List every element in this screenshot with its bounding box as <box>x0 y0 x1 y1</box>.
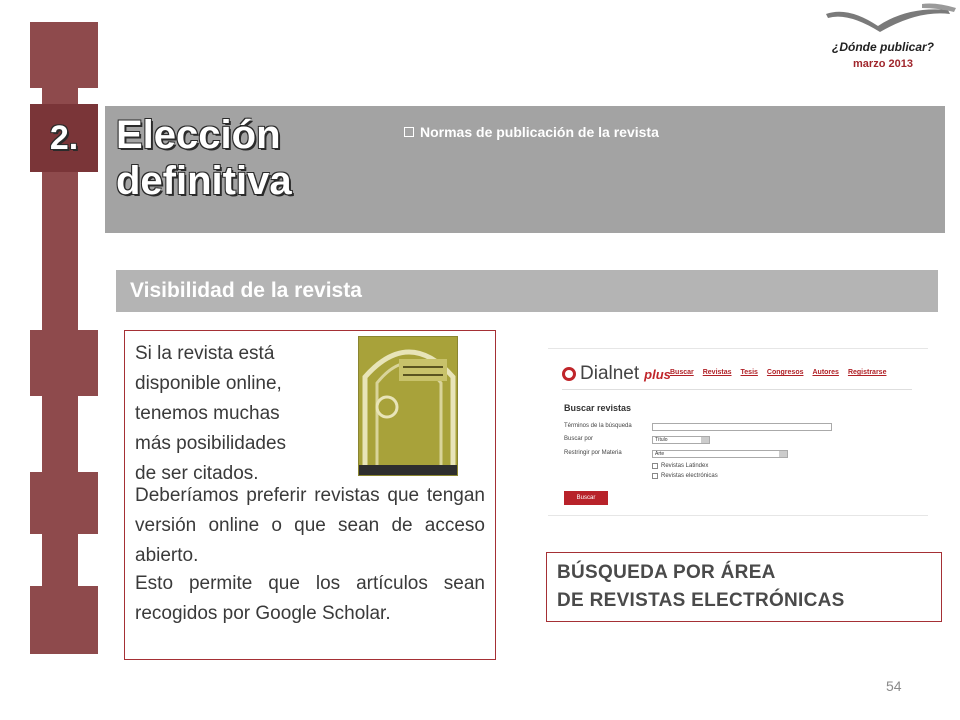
nav-autores[interactable]: Autores <box>812 369 839 376</box>
section-number: 2. <box>49 118 79 157</box>
intro-line: Si la revista está <box>135 343 275 364</box>
electronic-label: Revistas electrónicas <box>661 473 718 479</box>
restrict-select[interactable] <box>652 450 788 458</box>
terms-input[interactable] <box>652 423 832 431</box>
bullet-text: Normas de publicación de la revista <box>420 124 659 140</box>
section-number-box <box>30 104 98 172</box>
chevron-down-icon <box>779 451 787 457</box>
search-by-select[interactable] <box>652 436 710 444</box>
latindex-checkbox[interactable] <box>652 463 708 469</box>
restrict-label: Restringir por Materia <box>564 450 622 456</box>
page-title <box>116 112 316 204</box>
intro-lines <box>135 339 286 489</box>
cover-ornament-icon <box>359 337 458 476</box>
caption-line-1: BÚSQUEDA POR ÁREA <box>557 562 776 583</box>
rail-block-decoration <box>30 586 98 654</box>
intro-line: de ser citados. <box>135 463 259 484</box>
intro-line: disponible online, <box>135 373 282 394</box>
intro-line: tenemos muchas <box>135 403 280 424</box>
rail-block-decoration <box>30 22 98 88</box>
rail-block-decoration <box>30 330 98 396</box>
bullet-item <box>404 124 659 140</box>
electronic-checkbox[interactable] <box>652 473 718 479</box>
checkbox-checked-icon <box>652 473 658 479</box>
paragraph-online: Deberíamos preferir revistas que tengan versión online o que sean de acceso abierto. <box>135 485 485 566</box>
open-book-logo-icon <box>818 2 958 42</box>
nav-congresos[interactable]: Congresos <box>766 369 804 376</box>
search-button[interactable]: Buscar <box>564 491 608 505</box>
dialnet-logo-icon <box>562 367 576 381</box>
logo-date: marzo 2013 <box>853 58 913 70</box>
dialnet-screenshot <box>548 348 928 516</box>
section-heading-bar <box>116 270 938 312</box>
dialnet-brand: Dialnet <box>580 363 640 384</box>
terms-label: Términos de la búsqueda <box>564 423 632 429</box>
paragraph-scholar: Esto permite que los artículos sean recogidos por Google Scholar. <box>135 573 485 624</box>
journal-cover-image <box>358 336 458 476</box>
divider <box>562 389 912 390</box>
search-heading: Buscar revistas <box>564 403 632 413</box>
dialnet-nav <box>670 369 886 376</box>
search-by-label: Buscar por <box>564 436 594 442</box>
rail-block-decoration <box>30 472 98 534</box>
page-number: 54 <box>886 678 902 694</box>
restrict-value: Arte <box>655 451 665 457</box>
search-by-value: Título <box>655 437 668 443</box>
cover-band <box>359 465 457 475</box>
nav-revistas[interactable]: Revistas <box>702 369 732 376</box>
nav-tesis[interactable]: Tesis <box>740 369 758 376</box>
nav-registrarse[interactable]: Registrarse <box>847 369 887 376</box>
dialnet-logo <box>562 363 671 385</box>
caption-line-2: DE REVISTAS ELECTRÓNICAS <box>557 590 845 611</box>
dialnet-brand-suffix: plus <box>644 366 671 382</box>
logo-title: ¿Dónde publicar? <box>832 40 934 54</box>
section-heading: Visibilidad de la revista <box>130 279 362 302</box>
nav-buscar[interactable]: Buscar <box>670 369 694 376</box>
title-line-2: definitiva <box>116 159 292 203</box>
caption-box <box>546 552 942 622</box>
checkbox-bullet-icon <box>404 127 414 137</box>
chevron-down-icon <box>701 437 709 443</box>
checkbox-icon <box>652 463 658 469</box>
intro-line: más posibilidades <box>135 433 287 454</box>
title-line-1: Elección <box>116 113 281 157</box>
latindex-label: Revistas Latindex <box>661 463 709 469</box>
